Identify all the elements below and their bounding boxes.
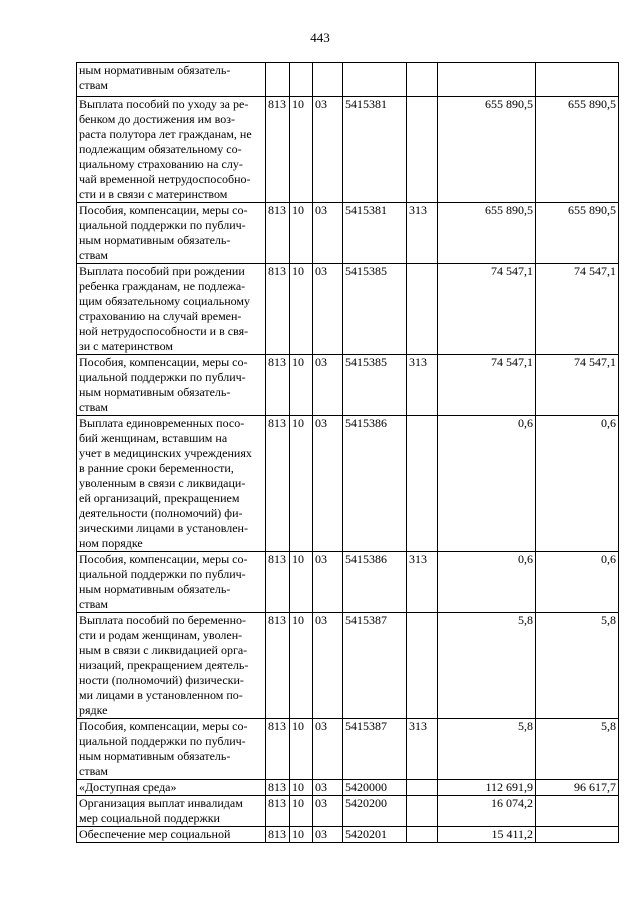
expense-type-cell bbox=[407, 796, 438, 827]
target-article-cell: 5420200 bbox=[343, 796, 407, 827]
amount-second-year-cell: 96 617,7 bbox=[536, 780, 619, 796]
expense-type-cell bbox=[407, 827, 438, 843]
section-code-cell: 10 bbox=[290, 827, 313, 843]
admin-code-cell: 813 bbox=[266, 416, 290, 552]
item-name-cell: Пособия, компенсации, меры со- циальной поддержки по публич- ным нормативным обязатель- ствам bbox=[77, 552, 266, 613]
target-article-cell: 5415386 bbox=[343, 552, 407, 613]
amount-first-year-cell: 74 547,1 bbox=[438, 355, 536, 416]
table-row bbox=[77, 796, 619, 827]
amount-first-year-cell: 112 691,9 bbox=[438, 780, 536, 796]
amount-first-year-cell: 74 547,1 bbox=[438, 264, 536, 355]
table-row bbox=[77, 552, 619, 613]
page-number: 443 bbox=[310, 30, 330, 45]
subsection-code-cell: 03 bbox=[313, 203, 343, 264]
admin-code-cell: 813 bbox=[266, 613, 290, 719]
subsection-code-cell: 03 bbox=[313, 355, 343, 416]
amount-second-year-cell: 5,8 bbox=[536, 719, 619, 780]
item-name-cell: Обеспечение мер социальной bbox=[77, 827, 266, 843]
amount-second-year-cell: 0,6 bbox=[536, 416, 619, 552]
expense-type-cell: 313 bbox=[407, 719, 438, 780]
amount-second-year-cell bbox=[536, 827, 619, 843]
amount-first-year-cell: 655 890,5 bbox=[438, 203, 536, 264]
table-row bbox=[77, 827, 619, 843]
amount-first-year-cell: 655 890,5 bbox=[438, 97, 536, 203]
table-row bbox=[77, 203, 619, 264]
subsection-code-cell: 03 bbox=[313, 97, 343, 203]
target-article-cell: 5415387 bbox=[343, 719, 407, 780]
section-code-cell: 10 bbox=[290, 416, 313, 552]
amount-second-year-cell: 74 547,1 bbox=[536, 355, 619, 416]
section-code-cell: 10 bbox=[290, 203, 313, 264]
target-article-cell: 5415381 bbox=[343, 97, 407, 203]
table-row bbox=[77, 719, 619, 780]
expense-type-cell bbox=[407, 416, 438, 552]
amount-first-year-cell bbox=[438, 63, 536, 97]
section-code-cell: 10 bbox=[290, 355, 313, 416]
amount-first-year-cell: 5,8 bbox=[438, 719, 536, 780]
amount-second-year-cell: 655 890,5 bbox=[536, 97, 619, 203]
admin-code-cell: 813 bbox=[266, 780, 290, 796]
admin-code-cell: 813 bbox=[266, 827, 290, 843]
table-row bbox=[77, 97, 619, 203]
section-code-cell: 10 bbox=[290, 613, 313, 719]
subsection-code-cell: 03 bbox=[313, 613, 343, 719]
subsection-code-cell bbox=[313, 63, 343, 97]
admin-code-cell: 813 bbox=[266, 796, 290, 827]
item-name-cell: Выплата пособий по беременно- сти и родам женщинам, уволен- ным в связи с ликвидацией орга- низаций, прекращением деятель- ности (полномочий) физически- ми лицами в установленном по- рядке bbox=[77, 613, 266, 719]
table-row bbox=[77, 355, 619, 416]
amount-second-year-cell: 655 890,5 bbox=[536, 203, 619, 264]
section-code-cell: 10 bbox=[290, 796, 313, 827]
expense-type-cell: 313 bbox=[407, 552, 438, 613]
admin-code-cell: 813 bbox=[266, 552, 290, 613]
subsection-code-cell: 03 bbox=[313, 552, 343, 613]
item-name-cell: Организация выплат инвалидам мер социальной поддержки bbox=[77, 796, 266, 827]
section-code-cell bbox=[290, 63, 313, 97]
amount-second-year-cell: 5,8 bbox=[536, 613, 619, 719]
admin-code-cell bbox=[266, 63, 290, 97]
expense-type-cell bbox=[407, 63, 438, 97]
amount-second-year-cell: 74 547,1 bbox=[536, 264, 619, 355]
amount-first-year-cell: 5,8 bbox=[438, 613, 536, 719]
item-name-cell: Выплата пособий по уходу за ре- бенком до достижения им воз- раста полутора лет гражданам, не подлежащим обязательному со- циальному страхованию на слу- чай временной нетрудоспособно- сти и в связи с материнством bbox=[77, 97, 266, 203]
item-name-cell: Выплата единовременных посо- бий женщинам, вставшим на учет в медицинских учреждениях в ранние сроки беременности, уволенным в связи с ликвидаци- ей организаций, прекращением деятельности (полномочий) фи- зическими лицами в установлен- ном порядке bbox=[77, 416, 266, 552]
subsection-code-cell: 03 bbox=[313, 719, 343, 780]
admin-code-cell: 813 bbox=[266, 97, 290, 203]
table-row bbox=[77, 416, 619, 552]
admin-code-cell: 813 bbox=[266, 355, 290, 416]
admin-code-cell: 813 bbox=[266, 203, 290, 264]
section-code-cell: 10 bbox=[290, 552, 313, 613]
amount-first-year-cell: 16 074,2 bbox=[438, 796, 536, 827]
section-code-cell: 10 bbox=[290, 780, 313, 796]
subsection-code-cell: 03 bbox=[313, 827, 343, 843]
item-name-cell: Пособия, компенсации, меры со- циальной поддержки по публич- ным нормативным обязатель- ствам bbox=[77, 719, 266, 780]
target-article-cell: 5415385 bbox=[343, 264, 407, 355]
target-article-cell: 5415385 bbox=[343, 355, 407, 416]
amount-second-year-cell bbox=[536, 63, 619, 97]
item-name-cell: Пособия, компенсации, меры со- циальной поддержки по публич- ным нормативным обязатель- ствам bbox=[77, 203, 266, 264]
expense-type-cell: 313 bbox=[407, 203, 438, 264]
expense-type-cell bbox=[407, 780, 438, 796]
target-article-cell: 5415381 bbox=[343, 203, 407, 264]
expense-type-cell bbox=[407, 613, 438, 719]
table-body bbox=[77, 63, 619, 843]
amount-second-year-cell: 0,6 bbox=[536, 552, 619, 613]
subsection-code-cell: 03 bbox=[313, 780, 343, 796]
table-row bbox=[77, 63, 619, 97]
amount-first-year-cell: 0,6 bbox=[438, 416, 536, 552]
admin-code-cell: 813 bbox=[266, 264, 290, 355]
subsection-code-cell: 03 bbox=[313, 796, 343, 827]
admin-code-cell: 813 bbox=[266, 719, 290, 780]
amount-second-year-cell bbox=[536, 796, 619, 827]
table-row bbox=[77, 613, 619, 719]
table-row bbox=[77, 780, 619, 796]
expense-type-cell bbox=[407, 264, 438, 355]
item-name-cell: Пособия, компенсации, меры со- циальной поддержки по публич- ным нормативным обязатель- ствам bbox=[77, 355, 266, 416]
table-row bbox=[77, 264, 619, 355]
item-name-cell: Выплата пособий при рождении ребенка гражданам, не подлежа- щим обязательному социальному страхованию на случай времен- ной нетрудоспособности и в свя- зи с материнством bbox=[77, 264, 266, 355]
expense-type-cell: 313 bbox=[407, 355, 438, 416]
subsection-code-cell: 03 bbox=[313, 416, 343, 552]
section-code-cell: 10 bbox=[290, 264, 313, 355]
target-article-cell: 5415386 bbox=[343, 416, 407, 552]
section-code-cell: 10 bbox=[290, 97, 313, 203]
target-article-cell: 5420201 bbox=[343, 827, 407, 843]
target-article-cell: 5415387 bbox=[343, 613, 407, 719]
amount-first-year-cell: 0,6 bbox=[438, 552, 536, 613]
section-code-cell: 10 bbox=[290, 719, 313, 780]
budget-table bbox=[76, 62, 619, 843]
item-name-cell: ным нормативным обязатель- ствам bbox=[77, 63, 266, 97]
target-article-cell: 5420000 bbox=[343, 780, 407, 796]
target-article-cell bbox=[343, 63, 407, 97]
amount-first-year-cell: 15 411,2 bbox=[438, 827, 536, 843]
expense-type-cell bbox=[407, 97, 438, 203]
subsection-code-cell: 03 bbox=[313, 264, 343, 355]
item-name-cell: «Доступная среда» bbox=[77, 780, 266, 796]
